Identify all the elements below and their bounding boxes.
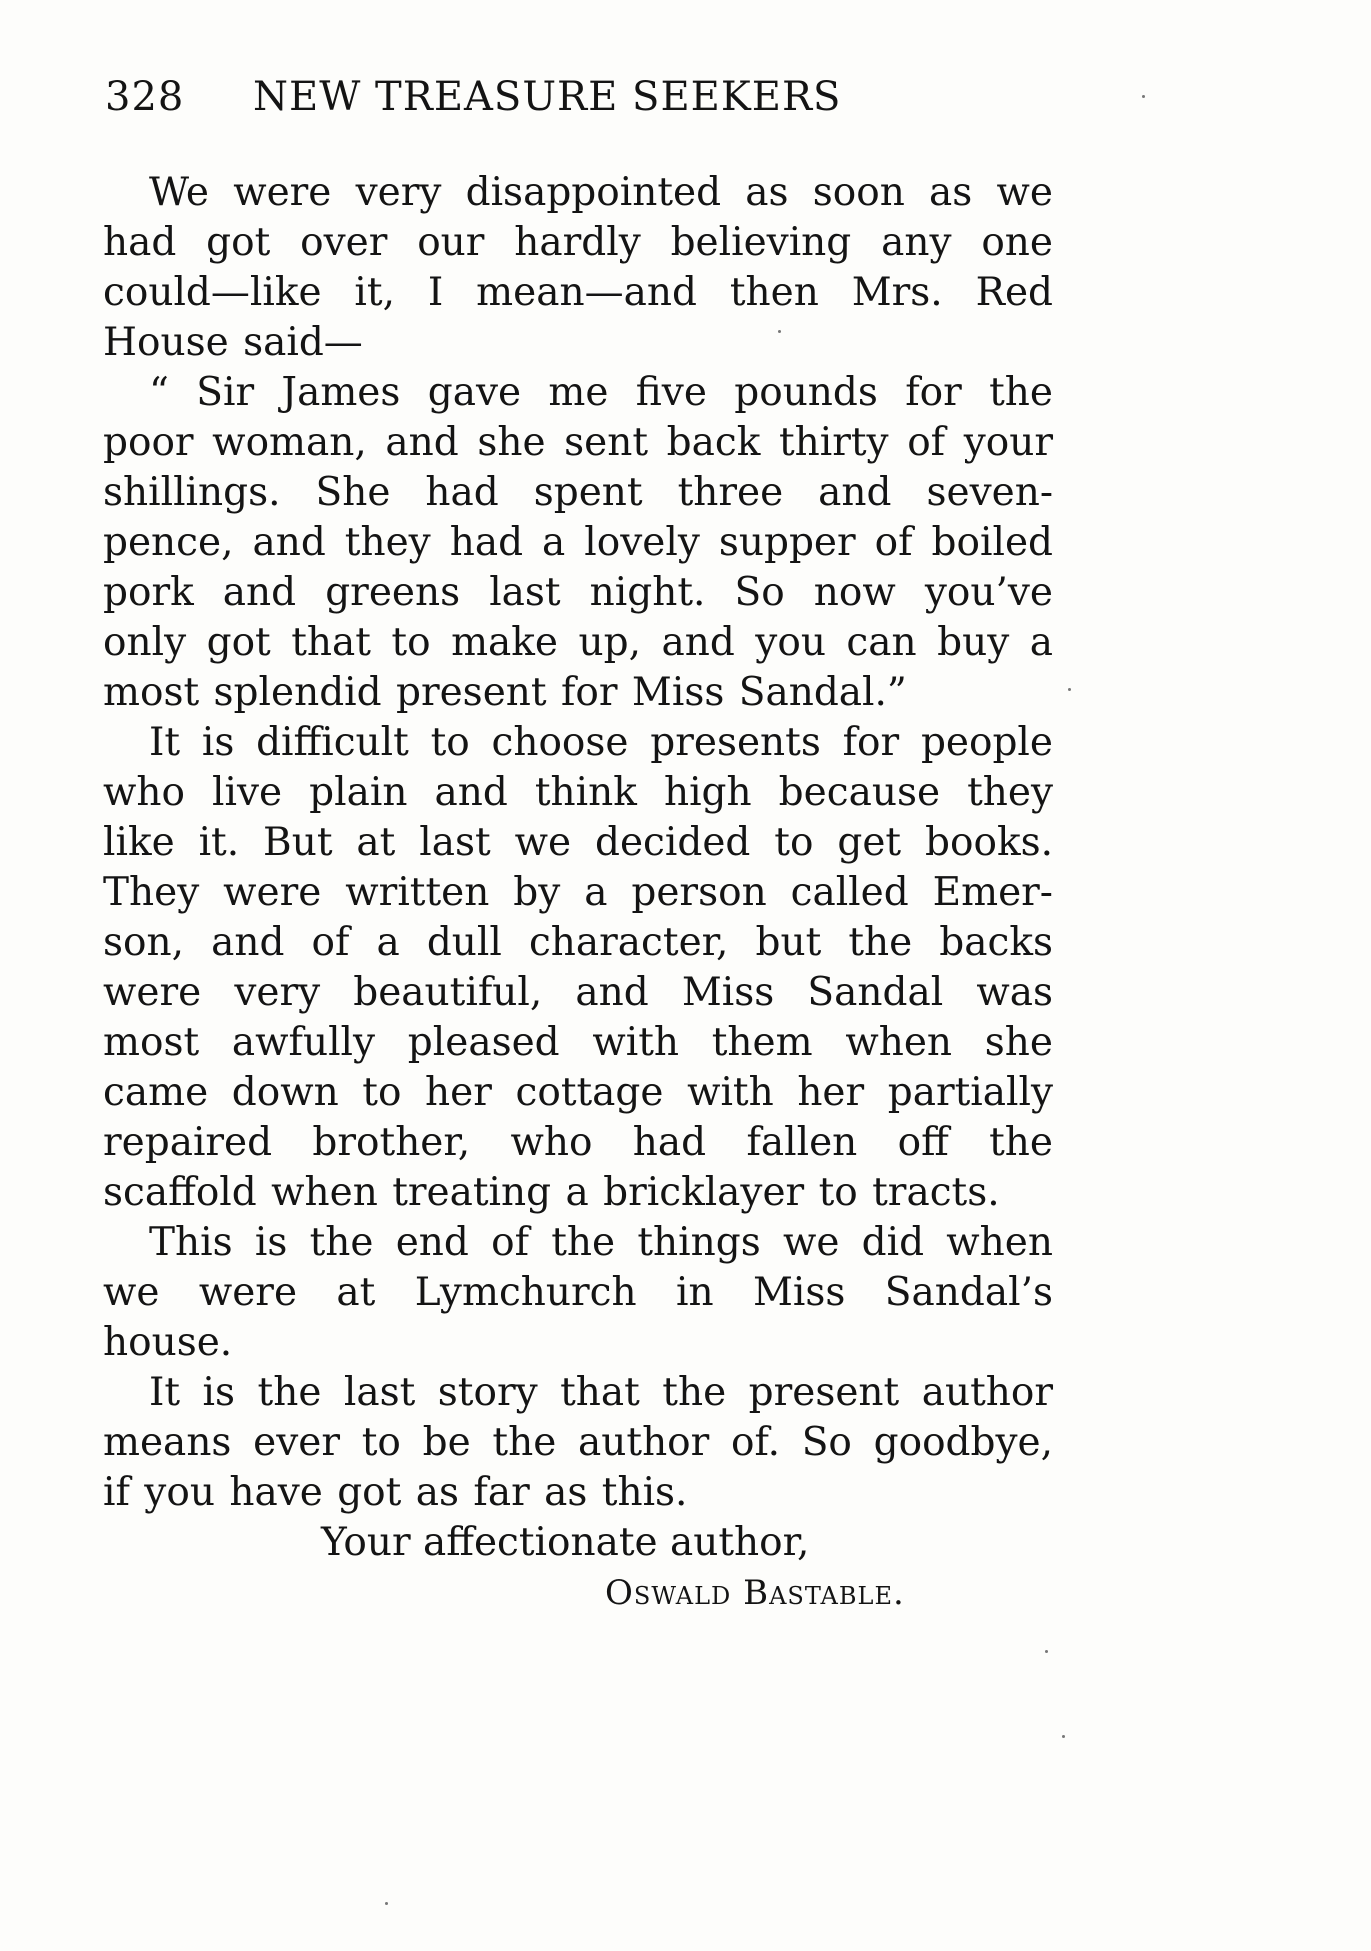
running-title: NEW TREASURE SEEKERS: [253, 74, 842, 120]
scan-speck: [778, 330, 781, 333]
scan-speck: [1062, 1735, 1065, 1738]
text-line: House said—: [103, 320, 363, 365]
text-line: This is the end of the things we did when: [149, 1220, 1053, 1265]
text-line: scaffold when treating a bricklayer to tracts.: [103, 1170, 1000, 1215]
text-line: means ever to be the author of. So goodbye,: [103, 1420, 1053, 1465]
text-line: most splendid present for Miss Sandal.”: [103, 670, 907, 715]
text-line: had got over our hardly believing any one: [103, 220, 1053, 265]
text-line: were very beautiful, and Miss Sandal was: [103, 970, 1053, 1015]
signature-closing: Your affectionate author,: [321, 1520, 810, 1565]
text-line: pork and greens last night. So now you’ve: [103, 570, 1053, 615]
running-head: [105, 72, 1065, 122]
text-line: house.: [103, 1320, 233, 1365]
text-line: son, and of a dull character, but the backs: [103, 920, 1053, 965]
text-line: most awfully pleased with them when she: [103, 1020, 1053, 1065]
text-line: like it. But at last we decided to get books.: [103, 820, 1053, 865]
text-line: could—like it, I mean—and then Mrs. Red: [103, 270, 1053, 315]
text-line: It is the last story that the present author: [149, 1370, 1053, 1415]
text-line: repaired brother, who had fallen off the: [103, 1120, 1053, 1165]
text-line: who live plain and think high because they: [103, 770, 1053, 815]
text-line: pence, and they had a lovely supper of boiled: [103, 520, 1053, 565]
text-line: came down to her cottage with her partially: [103, 1070, 1053, 1115]
scan-speck: [385, 1902, 388, 1905]
signature-name: Oswald Bastable.: [605, 1573, 905, 1613]
text-line: shillings. She had spent three and seven-: [103, 470, 1053, 515]
scan-speck: [1068, 688, 1071, 691]
scan-speck: [1045, 1650, 1048, 1653]
text-line: “ Sir James gave me five pounds for the: [149, 370, 1053, 415]
text-line: if you have got as far as this.: [103, 1470, 688, 1515]
text-line: They were written by a person called Emer-: [103, 870, 1053, 915]
text-line: It is difficult to choose presents for people: [149, 720, 1053, 765]
text-line: we were at Lymchurch in Miss Sandal’s: [103, 1270, 1053, 1315]
text-line: poor woman, and she sent back thirty of your: [103, 420, 1053, 465]
text-line: only got that to make up, and you can buy a: [103, 620, 1053, 665]
text-line: We were very disappointed as soon as we: [149, 170, 1053, 215]
page-number: 328: [105, 74, 185, 120]
scan-speck: [1142, 95, 1145, 98]
body-text: [103, 168, 1053, 1618]
